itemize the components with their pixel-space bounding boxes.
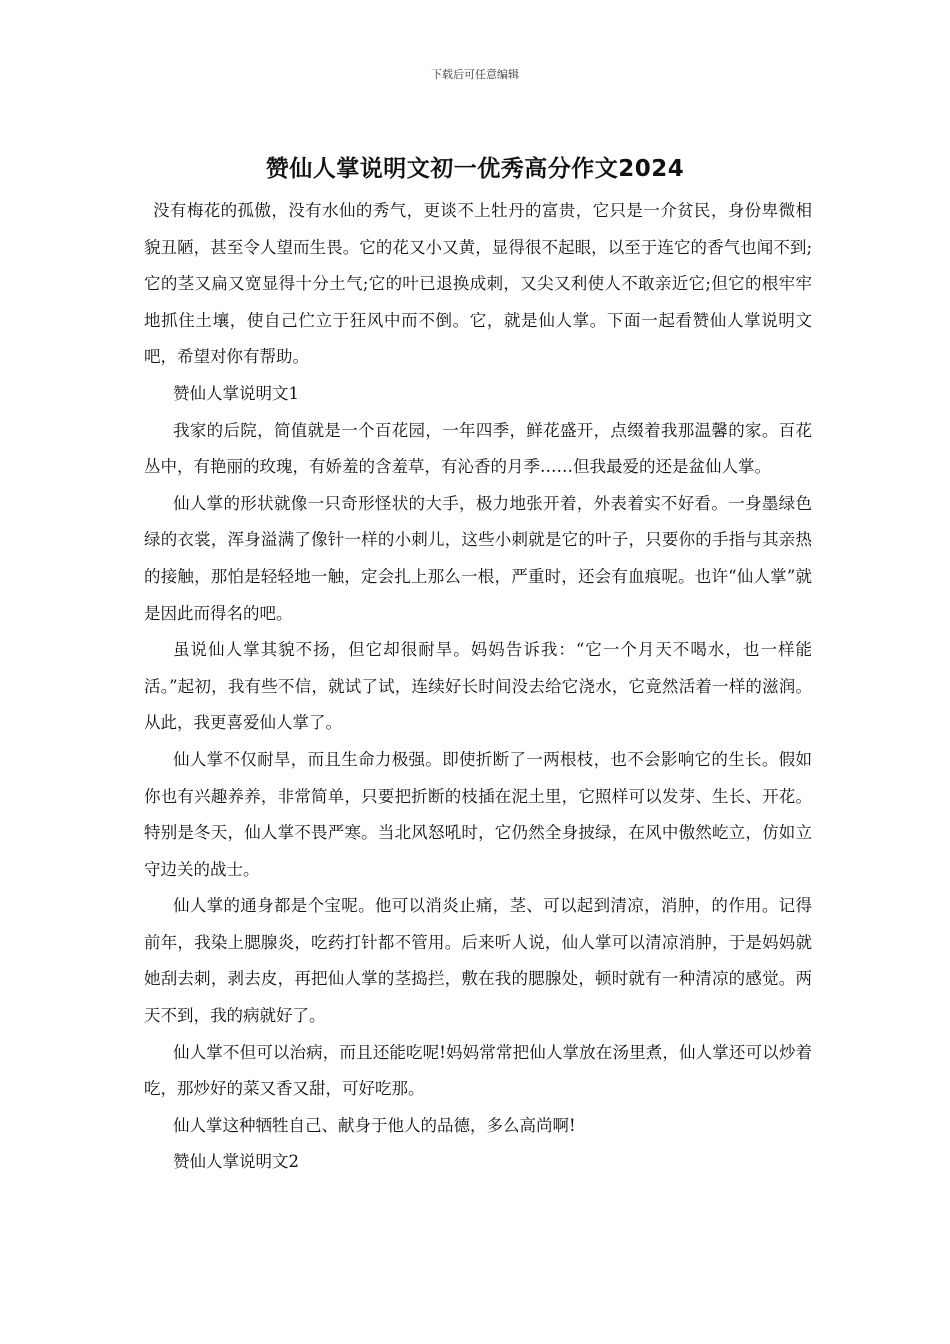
body-paragraph: 我家的后院，简值就是一个百花园，一年四季，鲜花盛开，点缀着我那温馨的家。百花丛中，有艳丽的玫瑰，有娇羞的含羞草，有沁香的月季……但我最爱的还是盆仙人掌。 [144,420,812,477]
body-paragraph: 仙人掌这种牺牲自己、献身于他人的品德，多么高尚啊! [173,1115,576,1135]
section-heading-2: 赞仙人掌说明文2 [173,1152,299,1172]
document-body [144,193,812,1181]
page-header: 下载后可任意编辑 [431,68,519,81]
intro-paragraph: 没有梅花的孤傲，没有水仙的秀气，更谈不上牡丹的富贵，它只是一介贫民，身份卑微相貌丑陋，甚至令人望而生畏。它的花又小又黄，显得很不起眼，以至于连它的香气也闻不到;它的茎又扁又宽显得十分土气;它的叶已退换成刺，又尖又利使人不敢亲近它;但它的根牢牢地抓住土壤，使自己伫立于狂风中而不倒。它，就是仙人掌。下面一起看赞仙人掌说明文吧，希望对你有帮助。 [144,201,812,367]
body-paragraph: 仙人掌的形状就像一只奇形怪状的大手，极力地张开着，外表着实不好看。一身墨绿色绿的衣裳，浑身溢满了像针一样的小刺儿，这些小刺就是它的叶子，只要你的手指与其亲热的接触，那怕是轻轻地一触，定会扎上那么一根，严重时，还会有血痕呢。也许“仙人掌”就是因此而得名的吧。 [144,493,812,623]
section-heading-1: 赞仙人掌说明文1 [173,383,299,403]
body-paragraph: 虽说仙人掌其貌不扬，但它却很耐旱。妈妈告诉我：“它一个月天不喝水，也一样能活。”起初，我有些不信，就试了试，连续好长时间没去给它浇水，它竟然活着一样的滋润。从此，我更喜爱仙人掌了。 [144,640,812,733]
body-paragraph: 仙人掌不仅耐旱，而且生命力极强。即使折断了一两根枝，也不会影响它的生长。假如你也有兴趣养养，非常简单，只要把折断的枝插在泥土里，它照样可以发芽、生长、开花。特别是冬天，仙人掌不畏严寒。当北风怒吼时，它仍然全身披绿，在风中傲然屹立，仿如立守边关的战士。 [144,749,812,879]
document-title: 赞仙人掌说明文初一优秀高分作文2024 [265,156,685,182]
body-paragraph: 仙人掌不但可以治病，而且还能吃呢!妈妈常常把仙人掌放在汤里煮，仙人掌还可以炒着吃，那炒好的菜又香又甜，可好吃那。 [144,1042,812,1099]
body-paragraph: 仙人掌的通身都是个宝呢。他可以消炎止痛，茎、可以起到清凉，消肿，的作用。记得前年，我染上腮腺炎，吃药打针都不管用。后来听人说，仙人掌可以清凉消肿，于是妈妈就她刮去刺，剥去皮，再把仙人掌的茎捣拦，敷在我的腮腺处，顿时就有一种清凉的感觉。两天不到，我的病就好了。 [144,896,812,1026]
